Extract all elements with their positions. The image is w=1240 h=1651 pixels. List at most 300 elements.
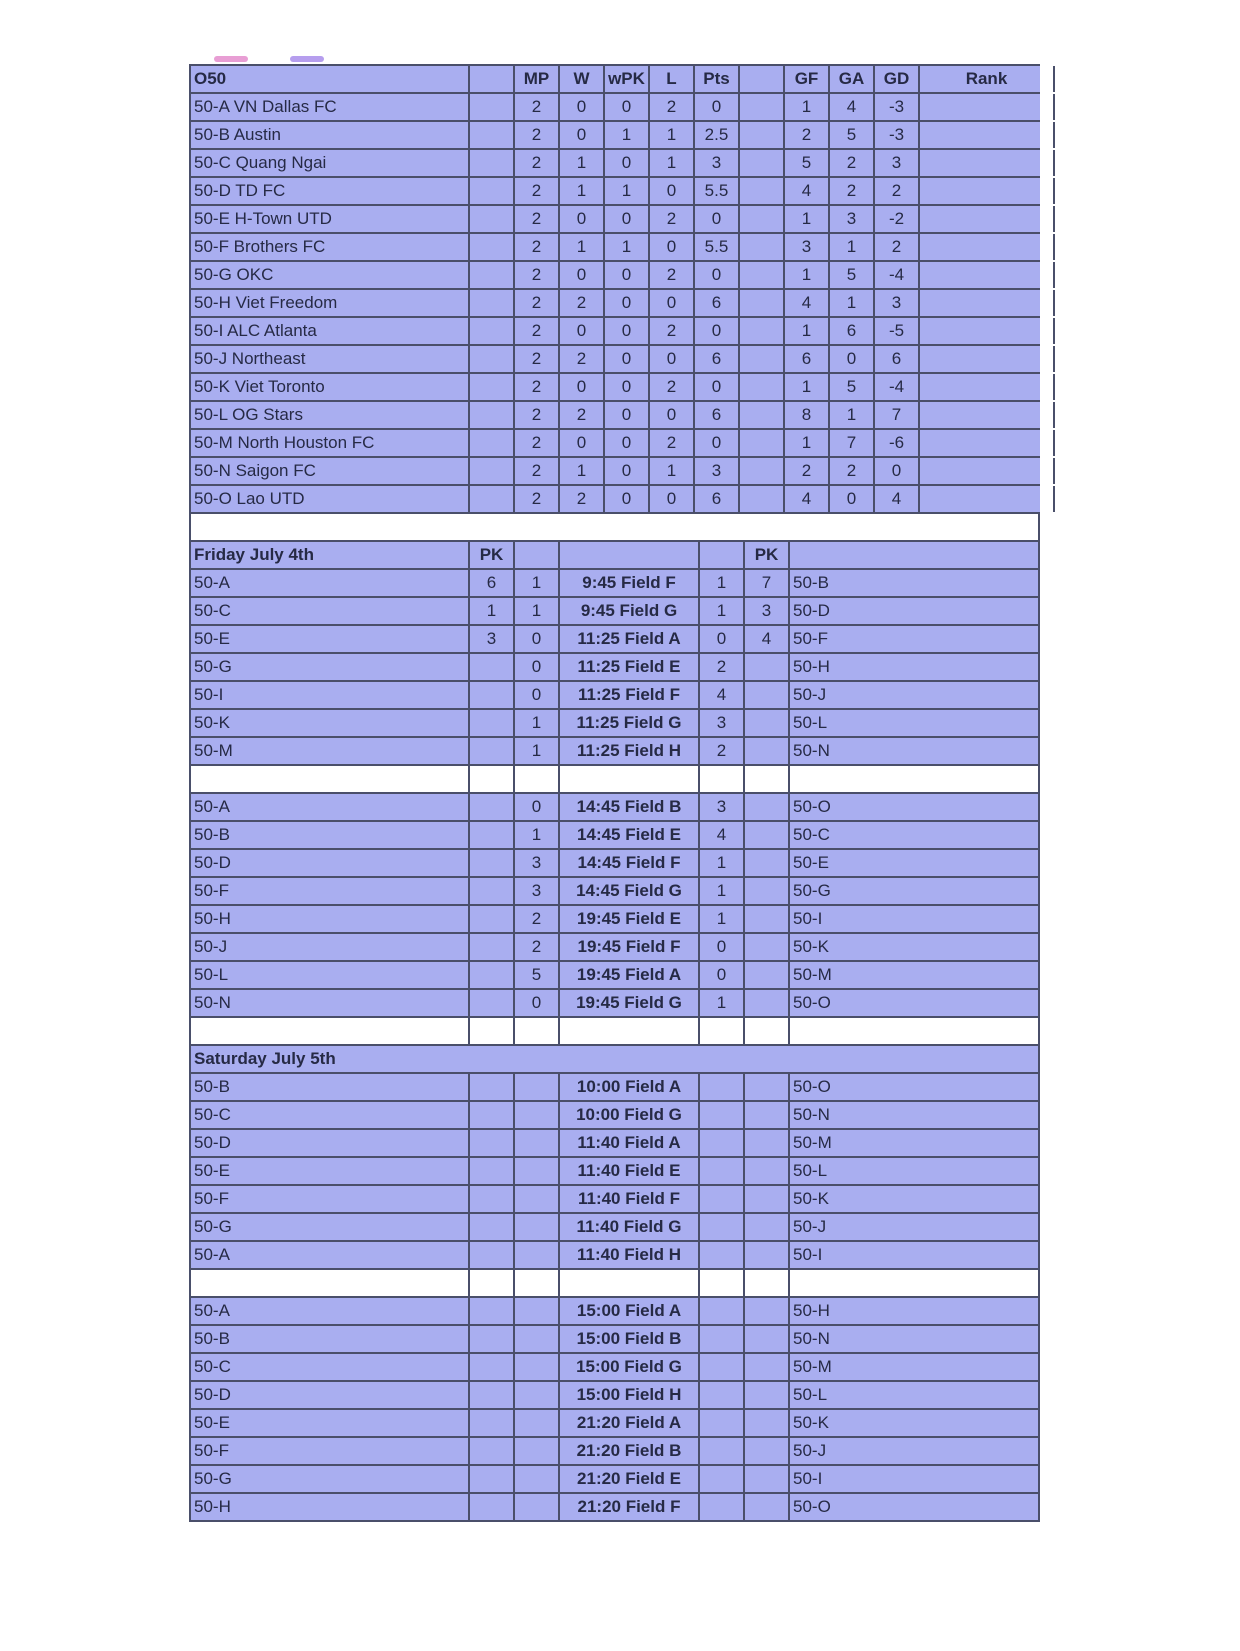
stat-cell: 2 — [873, 234, 918, 260]
stat-cell: 2 — [513, 346, 558, 372]
match-row — [189, 1130, 1040, 1158]
home-score: 0 — [513, 794, 558, 820]
stat-cell: 1 — [783, 94, 828, 120]
stat-cell: 0 — [873, 458, 918, 484]
away-score — [698, 1494, 743, 1520]
home-score: 2 — [513, 934, 558, 960]
away-pk — [743, 1382, 788, 1408]
column-header: GD — [873, 66, 918, 92]
stat-cell: 0 — [693, 318, 738, 344]
stat-cell: 2 — [513, 374, 558, 400]
stat-cell: 0 — [648, 486, 693, 512]
home-pk — [468, 962, 513, 988]
home-pk — [468, 1326, 513, 1352]
stat-cell: 0 — [603, 374, 648, 400]
stat-cell — [918, 150, 1055, 176]
stat-cell: 6 — [693, 486, 738, 512]
stat-cell: 3 — [828, 206, 873, 232]
stat-cell: 2 — [558, 346, 603, 372]
stat-cell: 0 — [648, 346, 693, 372]
home-team: 50-A — [189, 794, 468, 820]
stat-cell: 0 — [693, 206, 738, 232]
match-time-field: 11:25 Field F — [558, 682, 698, 708]
stat-cell: 2 — [513, 318, 558, 344]
match-row — [189, 990, 1040, 1018]
home-team: 50-M — [189, 738, 468, 764]
spacer-cell — [189, 1018, 468, 1044]
home-pk — [468, 1410, 513, 1436]
home-team: 50-F — [189, 878, 468, 904]
team-name: 50-G OKC — [189, 262, 468, 288]
away-pk — [743, 710, 788, 736]
stat-cell: 1 — [603, 122, 648, 148]
team-name: 50-C Quang Ngai — [189, 150, 468, 176]
stat-cell: 6 — [873, 346, 918, 372]
column-header: GA — [828, 66, 873, 92]
away-score: 3 — [698, 794, 743, 820]
column-header: L — [648, 66, 693, 92]
stat-cell — [468, 402, 513, 428]
away-team: 50-C — [788, 822, 1040, 848]
away-pk — [743, 1214, 788, 1240]
stat-cell — [468, 290, 513, 316]
stat-cell — [468, 374, 513, 400]
stat-cell: 5 — [828, 374, 873, 400]
stat-cell — [918, 402, 1055, 428]
stat-cell — [918, 290, 1055, 316]
stat-cell: 0 — [648, 290, 693, 316]
team-name: 50-F Brothers FC — [189, 234, 468, 260]
away-score: 4 — [698, 822, 743, 848]
stat-cell: 1 — [603, 178, 648, 204]
stat-cell: 2 — [513, 486, 558, 512]
away-pk: 3 — [743, 598, 788, 624]
home-pk — [468, 1186, 513, 1212]
away-pk — [743, 962, 788, 988]
stat-cell: -6 — [873, 430, 918, 456]
team-name: 50-D TD FC — [189, 178, 468, 204]
stat-cell — [918, 318, 1055, 344]
away-team: 50-E — [788, 850, 1040, 876]
stat-cell — [738, 262, 783, 288]
home-team: 50-B — [189, 822, 468, 848]
stat-cell — [738, 94, 783, 120]
away-score — [698, 1186, 743, 1212]
spacer-cell — [468, 1018, 513, 1044]
spacer-cell — [698, 1270, 743, 1296]
stat-cell: 0 — [693, 374, 738, 400]
away-score — [698, 1074, 743, 1100]
home-score — [513, 1410, 558, 1436]
spacer-cell — [788, 1018, 1040, 1044]
stat-cell: 2 — [513, 122, 558, 148]
away-team: 50-L — [788, 710, 1040, 736]
away-score: 2 — [698, 654, 743, 680]
home-pk — [468, 1466, 513, 1492]
away-team: 50-J — [788, 1214, 1040, 1240]
standings-row — [189, 122, 1040, 150]
home-pk — [468, 906, 513, 932]
away-team: 50-I — [788, 906, 1040, 932]
home-team: 50-F — [189, 1438, 468, 1464]
away-score — [698, 1382, 743, 1408]
match-time-field: 9:45 Field F — [558, 570, 698, 596]
stat-cell: 2 — [783, 458, 828, 484]
stat-cell: 2 — [513, 262, 558, 288]
away-pk — [743, 738, 788, 764]
spacer-cell — [513, 1018, 558, 1044]
away-score — [698, 1466, 743, 1492]
stat-cell: 1 — [558, 234, 603, 260]
stat-cell: 1 — [828, 402, 873, 428]
home-team: 50-E — [189, 1158, 468, 1184]
spacer-cell — [189, 766, 468, 792]
match-time-field: 15:00 Field G — [558, 1354, 698, 1380]
stat-cell: 0 — [648, 234, 693, 260]
home-pk — [468, 682, 513, 708]
stat-cell: 2 — [783, 122, 828, 148]
away-score: 1 — [698, 878, 743, 904]
day-title: Saturday July 5th — [189, 1046, 1040, 1072]
away-team: 50-I — [788, 1242, 1040, 1268]
home-score — [513, 1466, 558, 1492]
stat-cell: 0 — [648, 402, 693, 428]
home-team: 50-A — [189, 1242, 468, 1268]
stat-cell: 2 — [648, 374, 693, 400]
away-pk — [743, 1074, 788, 1100]
home-team: 50-C — [189, 1354, 468, 1380]
stat-cell: 2 — [648, 430, 693, 456]
home-pk: 3 — [468, 626, 513, 652]
home-pk — [468, 878, 513, 904]
away-score — [698, 1326, 743, 1352]
match-time-field: 19:45 Field A — [558, 962, 698, 988]
stat-cell: 2 — [648, 206, 693, 232]
team-name: 50-L OG Stars — [189, 402, 468, 428]
spacer-cell — [468, 766, 513, 792]
stat-cell — [468, 430, 513, 456]
stat-cell: 2 — [558, 290, 603, 316]
away-score: 1 — [698, 598, 743, 624]
home-team: 50-J — [189, 934, 468, 960]
home-team: 50-B — [189, 1074, 468, 1100]
match-time-field: 15:00 Field B — [558, 1326, 698, 1352]
away-team: 50-H — [788, 1298, 1040, 1324]
match-time-field: 10:00 Field G — [558, 1102, 698, 1128]
standings-row — [189, 458, 1040, 486]
match-row — [189, 850, 1040, 878]
column-header — [468, 66, 513, 92]
stat-cell — [918, 430, 1055, 456]
standings-row — [189, 262, 1040, 290]
home-pk — [468, 1354, 513, 1380]
standings-row — [189, 486, 1040, 514]
home-score: 3 — [513, 878, 558, 904]
home-score: 0 — [513, 682, 558, 708]
stat-cell — [738, 318, 783, 344]
spacer-cell — [558, 1270, 698, 1296]
home-team: 50-D — [189, 1130, 468, 1156]
spacer-cell — [743, 766, 788, 792]
away-score: 1 — [698, 990, 743, 1016]
match-time-field: 19:45 Field F — [558, 934, 698, 960]
away-pk — [743, 1354, 788, 1380]
away-score: 0 — [698, 626, 743, 652]
team-name: 50-K Viet Toronto — [189, 374, 468, 400]
stat-cell — [468, 234, 513, 260]
home-score — [513, 1214, 558, 1240]
stat-cell: 4 — [873, 486, 918, 512]
stat-cell: 2 — [873, 178, 918, 204]
home-team: 50-A — [189, 570, 468, 596]
standings-row — [189, 402, 1040, 430]
match-time-field: 11:25 Field G — [558, 710, 698, 736]
home-score — [513, 1326, 558, 1352]
match-time-field: 21:20 Field E — [558, 1466, 698, 1492]
stat-cell: 6 — [783, 346, 828, 372]
column-header: wPK — [603, 66, 648, 92]
spacer-cell — [698, 1018, 743, 1044]
stat-cell: 3 — [873, 150, 918, 176]
home-team: 50-H — [189, 1494, 468, 1520]
home-score — [513, 1158, 558, 1184]
stat-cell: 1 — [783, 430, 828, 456]
home-team: 50-B — [189, 1326, 468, 1352]
team-name: 50-E H-Town UTD — [189, 206, 468, 232]
header-cell — [698, 542, 743, 568]
match-row — [189, 1074, 1040, 1102]
stat-cell: 2 — [513, 178, 558, 204]
stat-cell — [918, 374, 1055, 400]
away-score — [698, 1102, 743, 1128]
home-score — [513, 1438, 558, 1464]
match-row — [189, 682, 1040, 710]
stat-cell: 0 — [603, 262, 648, 288]
group-spacer — [189, 1018, 1040, 1046]
stat-cell: -4 — [873, 374, 918, 400]
away-pk — [743, 1298, 788, 1324]
standings-row — [189, 234, 1040, 262]
home-score — [513, 1130, 558, 1156]
away-team: 50-L — [788, 1158, 1040, 1184]
home-score — [513, 1354, 558, 1380]
home-pk: 6 — [468, 570, 513, 596]
stat-cell: 0 — [693, 94, 738, 120]
away-pk — [743, 878, 788, 904]
match-time-field: 11:40 Field H — [558, 1242, 698, 1268]
away-pk — [743, 1438, 788, 1464]
match-row — [189, 906, 1040, 934]
stat-cell: 2 — [828, 150, 873, 176]
match-time-field: 11:40 Field A — [558, 1130, 698, 1156]
stat-cell: -3 — [873, 122, 918, 148]
stat-cell: -5 — [873, 318, 918, 344]
home-team: 50-G — [189, 1466, 468, 1492]
home-pk — [468, 710, 513, 736]
stat-cell: 3 — [783, 234, 828, 260]
home-team: 50-D — [189, 1382, 468, 1408]
stat-cell: 2 — [648, 94, 693, 120]
team-name: 50-M North Houston FC — [189, 430, 468, 456]
stat-cell: 0 — [828, 346, 873, 372]
home-team: 50-K — [189, 710, 468, 736]
stat-cell: 1 — [783, 374, 828, 400]
home-team: 50-H — [189, 906, 468, 932]
standings-row — [189, 374, 1040, 402]
stat-cell — [738, 290, 783, 316]
spacer-cell — [558, 766, 698, 792]
away-score — [698, 1214, 743, 1240]
stat-cell: 5 — [783, 150, 828, 176]
spacer-cell — [513, 766, 558, 792]
stat-cell: 2 — [648, 318, 693, 344]
away-score: 0 — [698, 934, 743, 960]
match-row — [189, 962, 1040, 990]
home-team: 50-L — [189, 962, 468, 988]
o50-standings-and-schedule-sheet — [189, 64, 1040, 1522]
home-pk — [468, 1102, 513, 1128]
stat-cell: 0 — [558, 262, 603, 288]
home-pk — [468, 1494, 513, 1520]
away-score — [698, 1354, 743, 1380]
stat-cell: -4 — [873, 262, 918, 288]
section-spacer — [189, 514, 1040, 542]
away-score: 1 — [698, 850, 743, 876]
home-score: 1 — [513, 598, 558, 624]
stat-cell: 0 — [828, 486, 873, 512]
stat-cell: 1 — [558, 178, 603, 204]
home-team: 50-G — [189, 654, 468, 680]
stat-cell — [738, 402, 783, 428]
away-pk — [743, 1102, 788, 1128]
stat-cell — [738, 430, 783, 456]
match-time-field: 11:25 Field E — [558, 654, 698, 680]
team-name: 50-J Northeast — [189, 346, 468, 372]
away-score — [698, 1410, 743, 1436]
away-score: 4 — [698, 682, 743, 708]
match-row — [189, 1354, 1040, 1382]
match-row — [189, 1410, 1040, 1438]
stat-cell: 1 — [783, 318, 828, 344]
stat-cell: 2 — [648, 262, 693, 288]
away-pk: 7 — [743, 570, 788, 596]
away-pk — [743, 1158, 788, 1184]
header-cell — [513, 542, 558, 568]
away-team: 50-M — [788, 1130, 1040, 1156]
match-row — [189, 794, 1040, 822]
stat-cell — [738, 346, 783, 372]
stat-cell — [918, 122, 1055, 148]
team-name: 50-I ALC Atlanta — [189, 318, 468, 344]
away-score: 1 — [698, 906, 743, 932]
standings-row — [189, 346, 1040, 374]
spacer-cell — [513, 1270, 558, 1296]
stat-cell: 0 — [558, 94, 603, 120]
standings-row — [189, 206, 1040, 234]
match-time-field: 14:45 Field E — [558, 822, 698, 848]
away-score: 2 — [698, 738, 743, 764]
away-pk — [743, 794, 788, 820]
stat-cell — [468, 178, 513, 204]
logo-fragment-left — [214, 56, 248, 62]
stat-cell — [468, 94, 513, 120]
away-pk — [743, 850, 788, 876]
logo-fragment-right — [290, 56, 324, 62]
group-spacer — [189, 766, 1040, 794]
stat-cell: 1 — [603, 234, 648, 260]
stat-cell: 6 — [693, 402, 738, 428]
away-pk — [743, 906, 788, 932]
stat-cell: 0 — [693, 430, 738, 456]
away-pk — [743, 822, 788, 848]
match-row — [189, 822, 1040, 850]
away-team: 50-L — [788, 1382, 1040, 1408]
away-score: 3 — [698, 710, 743, 736]
match-time-field: 14:45 Field G — [558, 878, 698, 904]
match-time-field: 14:45 Field F — [558, 850, 698, 876]
stat-cell: 0 — [603, 290, 648, 316]
home-score: 0 — [513, 626, 558, 652]
home-score — [513, 1382, 558, 1408]
stat-cell — [918, 486, 1055, 512]
match-time-field: 11:40 Field F — [558, 1186, 698, 1212]
stat-cell — [738, 234, 783, 260]
stat-cell — [738, 150, 783, 176]
away-team: 50-J — [788, 1438, 1040, 1464]
stat-cell — [738, 206, 783, 232]
stat-cell: 6 — [693, 290, 738, 316]
spacer-cell — [698, 766, 743, 792]
stat-cell — [468, 262, 513, 288]
home-pk — [468, 934, 513, 960]
stat-cell — [918, 262, 1055, 288]
team-name: 50-N Saigon FC — [189, 458, 468, 484]
home-score: 2 — [513, 906, 558, 932]
standings-row — [189, 290, 1040, 318]
stat-cell: 0 — [648, 178, 693, 204]
match-time-field: 19:45 Field G — [558, 990, 698, 1016]
match-row — [189, 654, 1040, 682]
away-score — [698, 1242, 743, 1268]
stat-cell: 3 — [693, 150, 738, 176]
stat-cell — [918, 234, 1055, 260]
home-team: 50-C — [189, 598, 468, 624]
away-team: 50-J — [788, 682, 1040, 708]
match-time-field: 21:20 Field B — [558, 1438, 698, 1464]
away-team: 50-M — [788, 962, 1040, 988]
spacer-cell — [558, 1018, 698, 1044]
stat-cell — [468, 486, 513, 512]
away-team: 50-K — [788, 934, 1040, 960]
match-row — [189, 626, 1040, 654]
stat-cell — [468, 150, 513, 176]
stat-cell: 2.5 — [693, 122, 738, 148]
stat-cell: 0 — [558, 430, 603, 456]
stat-cell: 4 — [828, 94, 873, 120]
match-time-field: 15:00 Field H — [558, 1382, 698, 1408]
stat-cell: 1 — [558, 458, 603, 484]
stat-cell — [738, 374, 783, 400]
match-row — [189, 934, 1040, 962]
home-pk — [468, 1214, 513, 1240]
away-score: 0 — [698, 962, 743, 988]
spacer-cell — [743, 1270, 788, 1296]
away-team: 50-O — [788, 794, 1040, 820]
stat-cell — [738, 178, 783, 204]
match-time-field: 11:40 Field G — [558, 1214, 698, 1240]
away-pk — [743, 990, 788, 1016]
stat-cell: 4 — [783, 290, 828, 316]
